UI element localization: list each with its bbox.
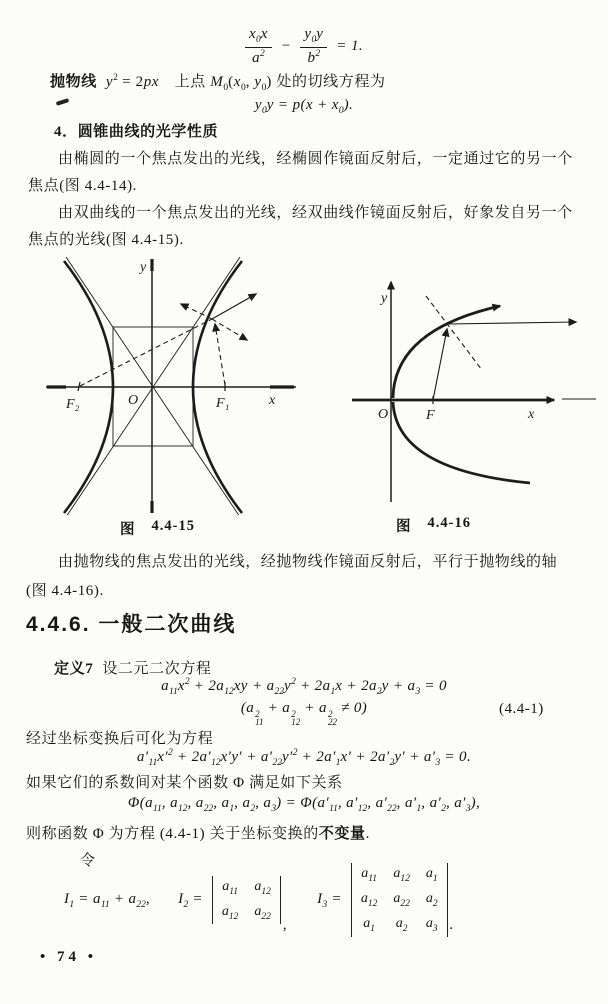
matrix-cell: $a_{11}$ (361, 866, 378, 885)
let-text: 令 (80, 853, 96, 869)
caption-prefix: 图 (396, 519, 412, 535)
invariant-text: 则称函数 Φ 为方程 (4.4-1) 关于坐标变换的 (26, 826, 319, 842)
condition-text: 如果它们的系数间对某个函数 Φ 满足如下关系 (26, 775, 343, 791)
hyperbola-tangent-equation (0, 26, 608, 67)
caption-number: 4.4-16 (427, 515, 471, 531)
transform-text: 经过坐标变换后可化为方程 (26, 731, 214, 747)
focus1-label: F₁ (216, 396, 230, 411)
ray-from-focus1 (215, 324, 225, 385)
parabola-paragraph-line1: 由抛物线的焦点发出的光线，经抛物线作镜面反射后，平行于抛物线的轴 (58, 554, 558, 570)
matrix-cell: $a_{22}$ (393, 891, 410, 909)
section-heading: 4.4.6. 一般二次曲线 (26, 613, 237, 636)
y-axis-label: y (140, 260, 147, 275)
separator-period: . (449, 917, 454, 933)
parabola-body: $y^2 = 2px$ 上点 $M_0(x_0$, $y_0$) 处的切线方程为 (105, 73, 386, 93)
caption-prefix: 图 (120, 522, 136, 538)
phi-equation (0, 795, 608, 814)
parabola-tangent-line (50, 70, 386, 93)
x-axis-label: x (269, 393, 276, 408)
parabola-paragraph-line2: (图 4.4-16). (26, 583, 104, 599)
figure-16-caption (396, 515, 471, 536)
ray-from-focus (433, 329, 447, 400)
matrix-cell: $a_{12}$ (393, 866, 410, 885)
hyperbola-paragraph-line2: 焦点的光线(图 4.4-15). (28, 232, 184, 248)
transformed-equation (0, 748, 608, 768)
separator-comma: , (282, 917, 288, 933)
fraction-numerator: $x_0x$ (245, 26, 272, 48)
invariant-term: 不变量 (318, 826, 366, 842)
general-quadratic-equation (0, 677, 608, 697)
matrix-cell: $a_1$ (425, 866, 438, 885)
focus2-label: F₂ (66, 397, 80, 412)
optics-heading: 4．圆锥曲线的光学性质 (54, 124, 219, 140)
origin-label: O (128, 393, 139, 408)
matrix-cell: $a_{12}$ (221, 903, 239, 922)
ellipse-paragraph-line2: 焦点(图 4.4-14). (28, 178, 138, 194)
invariant-I1: $I_1 = a_{11} + a_{22}$, (64, 890, 151, 910)
definition-text: 设二元二次方程 (102, 661, 212, 677)
matrix-cell: $a_3$ (425, 915, 438, 934)
sentence-period: . (365, 826, 370, 842)
x-axis-label: x (528, 407, 535, 422)
equation-text: $\Phi(a_{11}$, $a_{12}$, $a_{22}$, $a_1$, $a_2$, $a_3) = \Phi(a'_{11}$, $a'_{12}$, $a'_{22}$, $a'_1$, $a'_2$, $a'_3$), (127, 795, 481, 814)
caption-number: 4.4-15 (151, 518, 195, 534)
page-number: • 74 • (40, 949, 98, 965)
parabola-upper-arm (393, 306, 500, 398)
definition-line (54, 657, 212, 678)
equation-text: $a'_{11}x'^2 + 2a'_{12}x'y' + a'_{22}y'^2 + 2a'_1x' + 2a'_2y' + a'_3 = 0$. (136, 748, 472, 768)
hyperbola-paragraph-line1: 由双曲线的一个焦点发出的光线，经双曲线作镜面反射后，好象发自另一个 (58, 205, 573, 221)
parabola-tangent-equation (0, 97, 608, 116)
matrix-cell: $a_{12}$ (254, 878, 271, 897)
figure-hyperbola-reflection (40, 257, 320, 515)
invariant-definition-line (26, 822, 370, 843)
equation-text: $y_0y = p(x + x_0)$. (254, 97, 354, 116)
fraction-denominator: $b^2$ (307, 48, 321, 66)
equation-text: $a_{11}x^2 + 2a_{12}xy + a_{22}y^2 + 2a_1x + 2a_2y + a_3 = 0$ (161, 677, 447, 697)
fraction-numerator: $y_0y$ (300, 26, 327, 48)
fraction-y-term (300, 26, 327, 67)
parabola-lower-arm (393, 402, 530, 483)
matrix-cell: $a_2$ (395, 915, 408, 934)
invariant-I3-lhs: $I_3$ = (317, 890, 342, 910)
equation-number: (4.4-1) (499, 701, 544, 717)
definition-label: 定义7 (54, 661, 94, 677)
invariants-row (64, 856, 454, 944)
figure-15-caption (120, 518, 195, 539)
parabola-lead: 抛物线 (50, 74, 97, 90)
figure-parabola-reflection (348, 272, 600, 512)
ellipse-paragraph-line1: 由椭圆的一个焦点发出的光线，经椭圆作镜面反射后，一定通过它的另一个 (58, 151, 573, 167)
equation-text: (a 2 11 + a 2 12 + a 2 22 ≠ 0) (240, 700, 368, 727)
determinant-2x2 (212, 876, 281, 925)
fraction-denominator: $a^2$ (252, 48, 265, 66)
matrix-cell: $a_{22}$ (254, 903, 271, 922)
focus-label: F (426, 408, 435, 423)
invariant-I2-lhs: $I_2$ = (178, 890, 203, 910)
matrix-cell: $a_2$ (425, 891, 438, 909)
tangent-ray-lower (212, 319, 247, 340)
equation-rhs: = 1. (336, 38, 363, 55)
matrix-cell: $a_{12}$ (360, 891, 378, 909)
tangent-line-dashed (426, 296, 482, 370)
reflected-ray-parallel (448, 322, 576, 324)
matrix-cell: $a_{11}$ (222, 878, 239, 897)
minus-operator: − (280, 38, 292, 55)
fraction-x-term (245, 26, 272, 67)
y-axis-label: y (381, 291, 388, 306)
determinant-3x3 (351, 863, 448, 936)
origin-label: O (378, 407, 389, 422)
matrix-cell: $a_1$ (363, 915, 376, 934)
